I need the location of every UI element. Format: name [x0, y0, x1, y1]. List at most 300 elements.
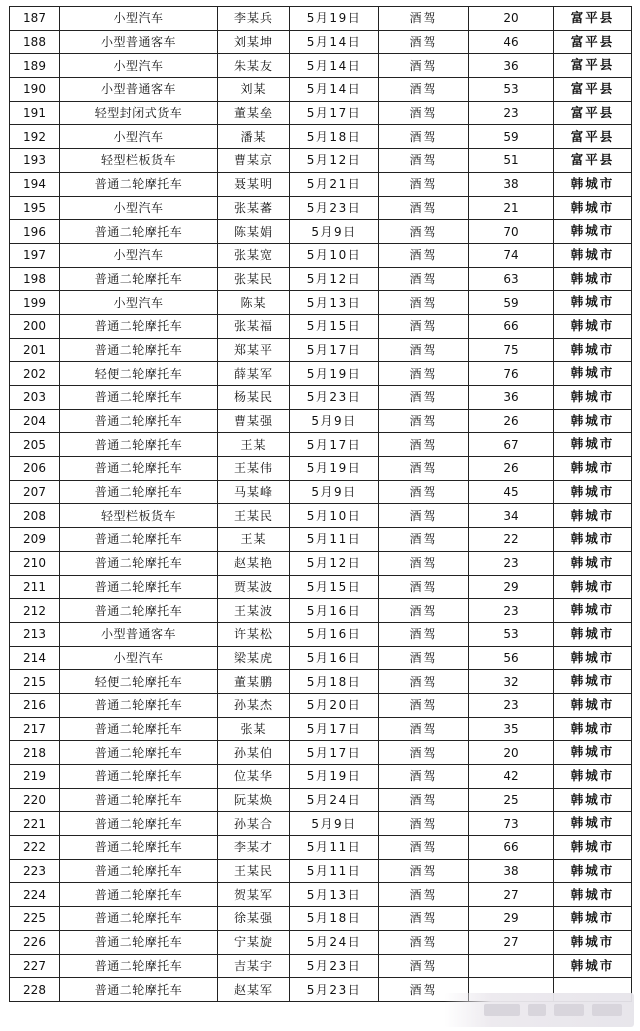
- offense-cell: 酒驾: [379, 954, 469, 978]
- age-cell: 73: [469, 812, 554, 836]
- date-cell: 5月14日: [290, 54, 379, 78]
- offense-cell: 酒驾: [379, 765, 469, 789]
- driver-name-cell: 孙某合: [218, 812, 290, 836]
- row-number-cell: 223: [10, 859, 60, 883]
- driver-name-cell: 吉某宇: [218, 954, 290, 978]
- table-row: [10, 243, 632, 267]
- offense-cell: 酒驾: [379, 717, 469, 741]
- region-cell: 韩城市: [554, 765, 632, 789]
- row-number-cell: 203: [10, 386, 60, 410]
- region-cell: 富平县: [554, 125, 632, 149]
- table-row: [10, 788, 632, 812]
- offense-cell: 酒驾: [379, 812, 469, 836]
- offense-cell: 酒驾: [379, 243, 469, 267]
- region-cell: 韩城市: [554, 622, 632, 646]
- region-cell: 富平县: [554, 101, 632, 125]
- driver-name-cell: 张某蕃: [218, 196, 290, 220]
- date-cell: 5月9日: [290, 480, 379, 504]
- row-number-cell: 200: [10, 314, 60, 338]
- violation-table-body: [10, 7, 632, 1002]
- driver-name-cell: 董某垒: [218, 101, 290, 125]
- row-number-cell: 205: [10, 433, 60, 457]
- region-cell: 富平县: [554, 149, 632, 173]
- driver-name-cell: 位某华: [218, 765, 290, 789]
- table-row: [10, 883, 632, 907]
- table-row: [10, 101, 632, 125]
- region-cell: 韩城市: [554, 220, 632, 244]
- date-cell: 5月16日: [290, 622, 379, 646]
- table-row: [10, 693, 632, 717]
- vehicle-type-cell: 普通二轮摩托车: [60, 457, 218, 481]
- age-cell: 26: [469, 409, 554, 433]
- row-number-cell: 204: [10, 409, 60, 433]
- vehicle-type-cell: 普通二轮摩托车: [60, 386, 218, 410]
- region-cell: 韩城市: [554, 717, 632, 741]
- age-cell: 23: [469, 599, 554, 623]
- offense-cell: 酒驾: [379, 54, 469, 78]
- row-number-cell: 221: [10, 812, 60, 836]
- vehicle-type-cell: 普通二轮摩托车: [60, 693, 218, 717]
- region-cell: 韩城市: [554, 528, 632, 552]
- date-cell: 5月24日: [290, 930, 379, 954]
- vehicle-type-cell: 小型汽车: [60, 243, 218, 267]
- driver-name-cell: 潘某: [218, 125, 290, 149]
- offense-cell: 酒驾: [379, 7, 469, 31]
- row-number-cell: 191: [10, 101, 60, 125]
- table-row: [10, 172, 632, 196]
- date-cell: 5月10日: [290, 504, 379, 528]
- table-row: [10, 314, 632, 338]
- vehicle-type-cell: 普通二轮摩托车: [60, 978, 218, 1002]
- age-cell: 38: [469, 859, 554, 883]
- vehicle-type-cell: 普通二轮摩托车: [60, 907, 218, 931]
- date-cell: 5月19日: [290, 457, 379, 481]
- table-row: [10, 954, 632, 978]
- vehicle-type-cell: 轻型栏板货车: [60, 504, 218, 528]
- offense-cell: 酒驾: [379, 741, 469, 765]
- offense-cell: 酒驾: [379, 125, 469, 149]
- driver-name-cell: 王某波: [218, 599, 290, 623]
- driver-name-cell: 杨某民: [218, 386, 290, 410]
- age-cell: 56: [469, 646, 554, 670]
- date-cell: 5月11日: [290, 859, 379, 883]
- table-row: [10, 196, 632, 220]
- offense-cell: 酒驾: [379, 978, 469, 1002]
- date-cell: 5月15日: [290, 314, 379, 338]
- row-number-cell: 217: [10, 717, 60, 741]
- table-row: [10, 267, 632, 291]
- row-number-cell: 192: [10, 125, 60, 149]
- row-number-cell: 209: [10, 528, 60, 552]
- row-number-cell: 224: [10, 883, 60, 907]
- offense-cell: 酒驾: [379, 575, 469, 599]
- age-cell: 25: [469, 788, 554, 812]
- driver-name-cell: 曹某京: [218, 149, 290, 173]
- violation-table: [9, 6, 632, 1002]
- age-cell: 20: [469, 7, 554, 31]
- vehicle-type-cell: 普通二轮摩托车: [60, 859, 218, 883]
- table-row: [10, 291, 632, 315]
- region-cell: 韩城市: [554, 788, 632, 812]
- vehicle-type-cell: 普通二轮摩托车: [60, 528, 218, 552]
- row-number-cell: 213: [10, 622, 60, 646]
- date-cell: 5月9日: [290, 220, 379, 244]
- table-row: [10, 386, 632, 410]
- date-cell: 5月16日: [290, 646, 379, 670]
- date-cell: 5月12日: [290, 267, 379, 291]
- driver-name-cell: 聂某明: [218, 172, 290, 196]
- region-cell: 韩城市: [554, 457, 632, 481]
- date-cell: 5月19日: [290, 7, 379, 31]
- offense-cell: 酒驾: [379, 836, 469, 860]
- vehicle-type-cell: 普通二轮摩托车: [60, 575, 218, 599]
- table-row: [10, 457, 632, 481]
- age-cell: 75: [469, 338, 554, 362]
- date-cell: 5月10日: [290, 243, 379, 267]
- row-number-cell: 222: [10, 836, 60, 860]
- offense-cell: 酒驾: [379, 78, 469, 102]
- driver-name-cell: 陈某娟: [218, 220, 290, 244]
- driver-name-cell: 张某福: [218, 314, 290, 338]
- driver-name-cell: 梁某虎: [218, 646, 290, 670]
- offense-cell: 酒驾: [379, 409, 469, 433]
- region-cell: 富平县: [554, 30, 632, 54]
- table-row: [10, 551, 632, 575]
- row-number-cell: 208: [10, 504, 60, 528]
- vehicle-type-cell: 普通二轮摩托车: [60, 433, 218, 457]
- vehicle-type-cell: 小型汽车: [60, 54, 218, 78]
- age-cell: 34: [469, 504, 554, 528]
- row-number-cell: 214: [10, 646, 60, 670]
- region-cell: 韩城市: [554, 646, 632, 670]
- row-number-cell: 196: [10, 220, 60, 244]
- date-cell: 5月11日: [290, 528, 379, 552]
- region-cell: 韩城市: [554, 812, 632, 836]
- offense-cell: 酒驾: [379, 386, 469, 410]
- vehicle-type-cell: 普通二轮摩托车: [60, 172, 218, 196]
- offense-cell: 酒驾: [379, 528, 469, 552]
- vehicle-type-cell: 普通二轮摩托车: [60, 930, 218, 954]
- driver-name-cell: 阮某焕: [218, 788, 290, 812]
- region-cell: 富平县: [554, 7, 632, 31]
- vehicle-type-cell: 普通二轮摩托车: [60, 883, 218, 907]
- driver-name-cell: 曹某强: [218, 409, 290, 433]
- table-row: [10, 220, 632, 244]
- offense-cell: 酒驾: [379, 622, 469, 646]
- table-row: [10, 599, 632, 623]
- driver-name-cell: 陈某: [218, 291, 290, 315]
- date-cell: 5月13日: [290, 291, 379, 315]
- date-cell: 5月18日: [290, 125, 379, 149]
- row-number-cell: 211: [10, 575, 60, 599]
- vehicle-type-cell: 轻型封闭式货车: [60, 101, 218, 125]
- region-cell: 韩城市: [554, 386, 632, 410]
- row-number-cell: 188: [10, 30, 60, 54]
- vehicle-type-cell: 普通二轮摩托车: [60, 220, 218, 244]
- age-cell: 74: [469, 243, 554, 267]
- vehicle-type-cell: 普通二轮摩托车: [60, 741, 218, 765]
- row-number-cell: 197: [10, 243, 60, 267]
- table-row: [10, 149, 632, 173]
- row-number-cell: 210: [10, 551, 60, 575]
- offense-cell: 酒驾: [379, 362, 469, 386]
- offense-cell: 酒驾: [379, 599, 469, 623]
- region-cell: 韩城市: [554, 267, 632, 291]
- offense-cell: 酒驾: [379, 338, 469, 362]
- vehicle-type-cell: 普通二轮摩托车: [60, 954, 218, 978]
- region-cell: 韩城市: [554, 243, 632, 267]
- driver-name-cell: 贾某波: [218, 575, 290, 599]
- age-cell: 66: [469, 836, 554, 860]
- age-cell: 21: [469, 196, 554, 220]
- offense-cell: 酒驾: [379, 646, 469, 670]
- vehicle-type-cell: 普通二轮摩托车: [60, 338, 218, 362]
- offense-cell: 酒驾: [379, 433, 469, 457]
- vehicle-type-cell: 小型汽车: [60, 196, 218, 220]
- vehicle-type-cell: 小型普通客车: [60, 622, 218, 646]
- driver-name-cell: 董某鹏: [218, 670, 290, 694]
- driver-name-cell: 刘某: [218, 78, 290, 102]
- region-cell: 韩城市: [554, 859, 632, 883]
- table-row: [10, 362, 632, 386]
- region-cell: 韩城市: [554, 883, 632, 907]
- age-cell: 45: [469, 480, 554, 504]
- date-cell: 5月17日: [290, 741, 379, 765]
- offense-cell: 酒驾: [379, 172, 469, 196]
- vehicle-type-cell: 普通二轮摩托车: [60, 314, 218, 338]
- vehicle-type-cell: 小型汽车: [60, 646, 218, 670]
- row-number-cell: 198: [10, 267, 60, 291]
- age-cell: 23: [469, 551, 554, 575]
- region-cell: 韩城市: [554, 551, 632, 575]
- offense-cell: 酒驾: [379, 788, 469, 812]
- offense-cell: 酒驾: [379, 220, 469, 244]
- region-cell: 韩城市: [554, 599, 632, 623]
- age-cell: 59: [469, 125, 554, 149]
- age-cell: 70: [469, 220, 554, 244]
- date-cell: 5月14日: [290, 78, 379, 102]
- table-row: [10, 741, 632, 765]
- region-cell: 韩城市: [554, 954, 632, 978]
- offense-cell: 酒驾: [379, 551, 469, 575]
- age-cell: 27: [469, 883, 554, 907]
- driver-name-cell: 贺某军: [218, 883, 290, 907]
- driver-name-cell: 赵某军: [218, 978, 290, 1002]
- age-cell: 76: [469, 362, 554, 386]
- offense-cell: 酒驾: [379, 930, 469, 954]
- age-cell: 29: [469, 907, 554, 931]
- region-cell: 韩城市: [554, 314, 632, 338]
- date-cell: 5月17日: [290, 338, 379, 362]
- vehicle-type-cell: 普通二轮摩托车: [60, 812, 218, 836]
- age-cell: 22: [469, 528, 554, 552]
- row-number-cell: 227: [10, 954, 60, 978]
- age-cell: 20: [469, 741, 554, 765]
- table-row: [10, 812, 632, 836]
- table-row: [10, 125, 632, 149]
- date-cell: 5月19日: [290, 765, 379, 789]
- region-cell: 富平县: [554, 54, 632, 78]
- table-row: [10, 78, 632, 102]
- region-cell: 韩城市: [554, 362, 632, 386]
- offense-cell: 酒驾: [379, 480, 469, 504]
- table-row: [10, 622, 632, 646]
- row-number-cell: 207: [10, 480, 60, 504]
- date-cell: 5月23日: [290, 386, 379, 410]
- driver-name-cell: 王某民: [218, 859, 290, 883]
- region-cell: 韩城市: [554, 670, 632, 694]
- vehicle-type-cell: 普通二轮摩托车: [60, 599, 218, 623]
- age-cell: 53: [469, 622, 554, 646]
- vehicle-type-cell: 普通二轮摩托车: [60, 836, 218, 860]
- region-cell: 富平县: [554, 78, 632, 102]
- offense-cell: 酒驾: [379, 457, 469, 481]
- row-number-cell: 194: [10, 172, 60, 196]
- offense-cell: 酒驾: [379, 101, 469, 125]
- offense-cell: 酒驾: [379, 693, 469, 717]
- row-number-cell: 202: [10, 362, 60, 386]
- vehicle-type-cell: 轻型栏板货车: [60, 149, 218, 173]
- date-cell: 5月12日: [290, 551, 379, 575]
- driver-name-cell: 马某峰: [218, 480, 290, 504]
- offense-cell: 酒驾: [379, 149, 469, 173]
- region-cell: 韩城市: [554, 433, 632, 457]
- age-cell: 26: [469, 457, 554, 481]
- row-number-cell: 226: [10, 930, 60, 954]
- driver-name-cell: 赵某艳: [218, 551, 290, 575]
- date-cell: 5月23日: [290, 196, 379, 220]
- region-cell: 韩城市: [554, 693, 632, 717]
- table-row: [10, 528, 632, 552]
- age-cell: 46: [469, 30, 554, 54]
- driver-name-cell: 孙某杰: [218, 693, 290, 717]
- date-cell: 5月9日: [290, 812, 379, 836]
- violation-table-sheet: [9, 6, 631, 1002]
- age-cell: 51: [469, 149, 554, 173]
- vehicle-type-cell: 轻便二轮摩托车: [60, 670, 218, 694]
- age-cell: 23: [469, 101, 554, 125]
- age-cell: 23: [469, 693, 554, 717]
- driver-name-cell: 郑某平: [218, 338, 290, 362]
- driver-name-cell: 王某: [218, 433, 290, 457]
- region-cell: 韩城市: [554, 480, 632, 504]
- age-cell: 38: [469, 172, 554, 196]
- row-number-cell: 225: [10, 907, 60, 931]
- driver-name-cell: 张某: [218, 717, 290, 741]
- table-row: [10, 409, 632, 433]
- date-cell: 5月19日: [290, 362, 379, 386]
- table-row: [10, 504, 632, 528]
- table-row: [10, 859, 632, 883]
- row-number-cell: 195: [10, 196, 60, 220]
- date-cell: 5月17日: [290, 433, 379, 457]
- table-row: [10, 670, 632, 694]
- age-cell: 32: [469, 670, 554, 694]
- offense-cell: 酒驾: [379, 291, 469, 315]
- vehicle-type-cell: 普通二轮摩托车: [60, 765, 218, 789]
- driver-name-cell: 许某松: [218, 622, 290, 646]
- date-cell: 5月13日: [290, 883, 379, 907]
- vehicle-type-cell: 普通二轮摩托车: [60, 267, 218, 291]
- row-number-cell: 201: [10, 338, 60, 362]
- row-number-cell: 220: [10, 788, 60, 812]
- row-number-cell: 228: [10, 978, 60, 1002]
- driver-name-cell: 徐某强: [218, 907, 290, 931]
- table-row: [10, 433, 632, 457]
- region-cell: 韩城市: [554, 291, 632, 315]
- table-row: [10, 30, 632, 54]
- date-cell: 5月17日: [290, 717, 379, 741]
- row-number-cell: 199: [10, 291, 60, 315]
- driver-name-cell: 王某民: [218, 504, 290, 528]
- region-cell: 韩城市: [554, 741, 632, 765]
- region-cell: 韩城市: [554, 930, 632, 954]
- driver-name-cell: 刘某坤: [218, 30, 290, 54]
- row-number-cell: 215: [10, 670, 60, 694]
- region-cell: 韩城市: [554, 907, 632, 931]
- vehicle-type-cell: 轻便二轮摩托车: [60, 362, 218, 386]
- date-cell: 5月15日: [290, 575, 379, 599]
- date-cell: 5月16日: [290, 599, 379, 623]
- region-cell: 韩城市: [554, 172, 632, 196]
- date-cell: 5月9日: [290, 409, 379, 433]
- vehicle-type-cell: 小型普通客车: [60, 30, 218, 54]
- row-number-cell: 190: [10, 78, 60, 102]
- vehicle-type-cell: 普通二轮摩托车: [60, 788, 218, 812]
- driver-name-cell: 张某宽: [218, 243, 290, 267]
- region-cell: 韩城市: [554, 196, 632, 220]
- region-cell: 韩城市: [554, 575, 632, 599]
- date-cell: 5月18日: [290, 670, 379, 694]
- date-cell: 5月14日: [290, 30, 379, 54]
- offense-cell: 酒驾: [379, 196, 469, 220]
- age-cell: 59: [469, 291, 554, 315]
- age-cell: 27: [469, 930, 554, 954]
- vehicle-type-cell: 普通二轮摩托车: [60, 551, 218, 575]
- offense-cell: 酒驾: [379, 30, 469, 54]
- offense-cell: 酒驾: [379, 859, 469, 883]
- driver-name-cell: 薛某军: [218, 362, 290, 386]
- driver-name-cell: 宁某旋: [218, 930, 290, 954]
- table-row: [10, 930, 632, 954]
- region-cell: 韩城市: [554, 409, 632, 433]
- age-cell: 29: [469, 575, 554, 599]
- row-number-cell: 187: [10, 7, 60, 31]
- table-row: [10, 765, 632, 789]
- offense-cell: 酒驾: [379, 504, 469, 528]
- row-number-cell: 219: [10, 765, 60, 789]
- age-cell: [469, 954, 554, 978]
- watermark: [444, 993, 634, 1027]
- age-cell: 53: [469, 78, 554, 102]
- offense-cell: 酒驾: [379, 314, 469, 338]
- age-cell: 36: [469, 386, 554, 410]
- date-cell: 5月24日: [290, 788, 379, 812]
- vehicle-type-cell: 普通二轮摩托车: [60, 480, 218, 504]
- vehicle-type-cell: 小型普通客车: [60, 78, 218, 102]
- offense-cell: 酒驾: [379, 907, 469, 931]
- row-number-cell: 206: [10, 457, 60, 481]
- driver-name-cell: 孙某伯: [218, 741, 290, 765]
- vehicle-type-cell: 小型汽车: [60, 125, 218, 149]
- driver-name-cell: 王某: [218, 528, 290, 552]
- date-cell: 5月20日: [290, 693, 379, 717]
- offense-cell: 酒驾: [379, 267, 469, 291]
- table-row: [10, 907, 632, 931]
- row-number-cell: 216: [10, 693, 60, 717]
- region-cell: 韩城市: [554, 836, 632, 860]
- driver-name-cell: 朱某友: [218, 54, 290, 78]
